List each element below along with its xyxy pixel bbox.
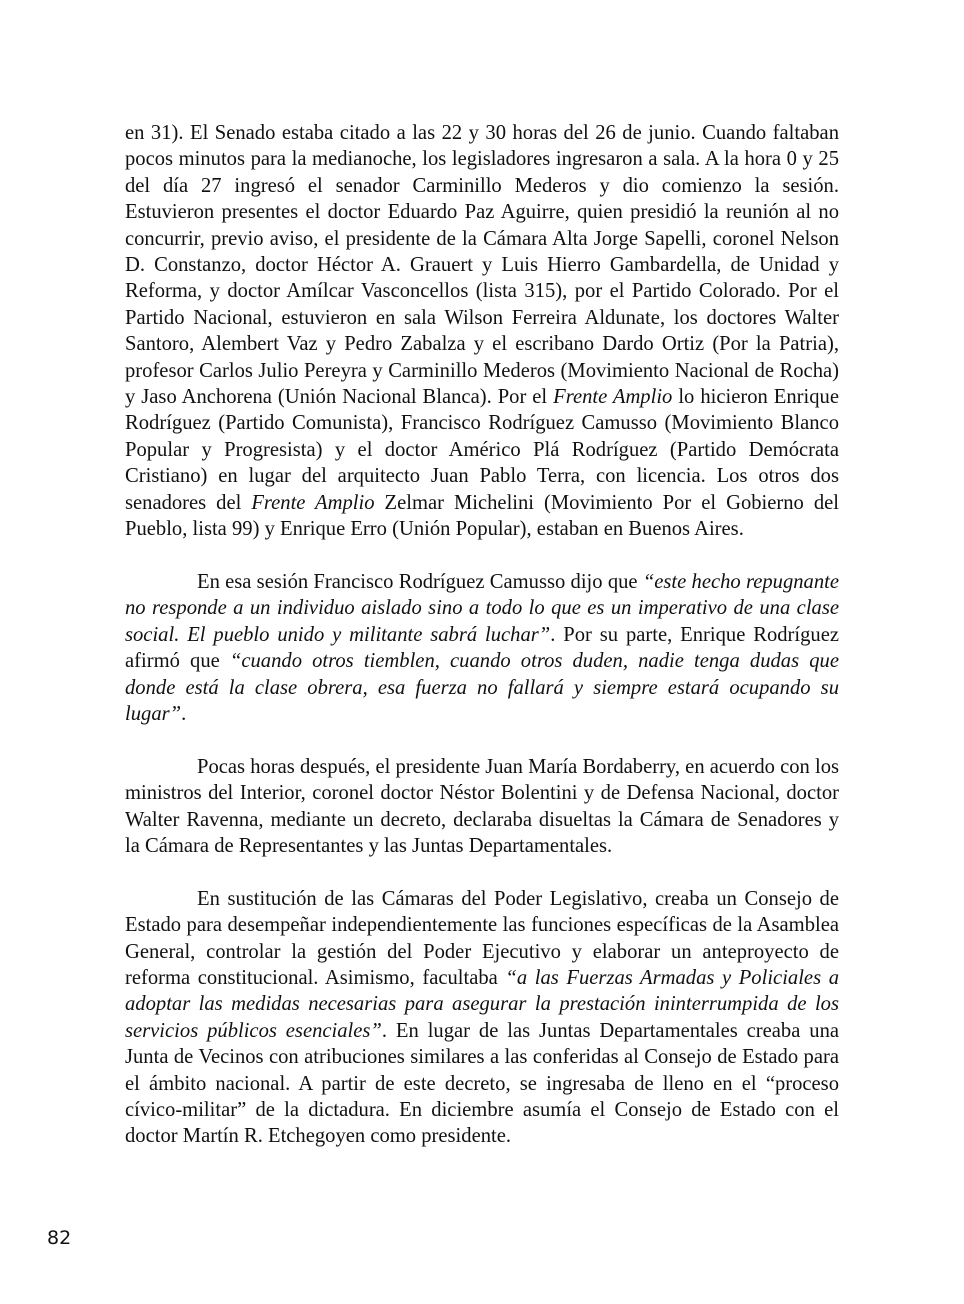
paragraph-4 [125, 886, 839, 1150]
text-run: en 31). El Senado estaba citado a las 22 y 30 horas del 26 de junio. Cuando faltaban pocos minutos para la medianoche, los legisladores ingresaron a sala. A la hora 0 y 25 del día 27 ingresó el senador Carminillo Mederos y dio comienzo la sesión. Estuvieron presentes el doctor Eduardo Paz Aguirre, quien presidió la reunión al no concurrir, previo aviso, el presidente de la Cámara Alta Jorge Sapelli, coronel Nelson D. Constanzo, doctor Héctor A. Grauert y Luis Hierro Gambardella, de Unidad y Reforma, y doctor Amílcar Vasconcellos (lista 315), por el Partido Colorado. Por el Partido Nacional, estuvieron en sala Wilson Ferreira Aldunate, los doctores Walter Santoro, Alembert Vaz y Pedro Zabalza y el escribano Dardo Ortiz (Por la Patria), profesor Carlos Julio Pereyra y Carminillo Mederos (Movimiento Nacional de Rocha) y Jaso Anchorena (Unión Nacional Blanca). Por el [125, 122, 839, 409]
quote-run: “cuando otros tiemblen, cuando otros duden, nadie tenga dudas que donde está la clase obrera, esa fuerza no fallará y siempre estará ocupando su lugar” [125, 650, 839, 725]
text-run: . Por su parte, Enrique Rodríguez afirmó que [125, 623, 839, 673]
text-run: Pocas horas después, el presidente Juan María Bordaberry, en acuerdo con los ministros del Interior, coronel doctor Néstor Bolentini y de Defensa Nacional, doctor Walter Ravenna, mediante un decreto, declaraba disueltas la Cámara de Senadores y la Cámara de Representantes y las Juntas Departamentales. [125, 755, 840, 857]
italic-run: Frente Amplio [251, 491, 375, 514]
page-number: 82 [47, 1227, 72, 1249]
text-run: En esa sesión Francisco Rodríguez Camusso dijo que [197, 570, 643, 593]
text-run: . [181, 702, 187, 725]
quote-run: “a las Fuerzas Armadas y Policiales a adoptar las medidas necesarias para asegurar la prestación ininterrumpida de los servicios públicos esenciales” [125, 966, 839, 1042]
text-run: Zelmar Michelini (Movimiento Por el Gobierno del Pueblo, lista 99) y Enrique Erro (Unión Popular), estaban en Buenos Aires. [125, 491, 839, 541]
italic-run: Frente Amplio [553, 386, 673, 409]
paragraph-3 [125, 754, 839, 860]
quote-run: “este hecho repugnante no responde a un individuo aislado sino a todo lo que es un imperativo de una clase social. El pueblo unido y militante sabrá luchar” [125, 570, 839, 646]
text-run: . En lugar de las Juntas Departamentales creaba una Junta de Vecinos con atribuciones similares a las conferidas al Consejo de Estado para el ámbito nacional. A partir de este decreto, se ingresaba de lleno en el “proceso cívico-militar” de la dictadura. En diciembre asumía el Consejo de Estado con el doctor Martín R. Etchegoyen como presidente. [125, 1019, 840, 1148]
text-run: En sustitución de las Cámaras del Poder Legislativo, creaba un Consejo de Estado para desempeñar independientemente las funciones específicas de la Asamblea General, controlar la gestión del Poder Ejecutivo y elaborar un anteproyecto de reforma constitucional. Asimismo, facultaba [125, 887, 839, 989]
body-text [125, 120, 839, 1176]
paragraph-2 [125, 569, 839, 727]
text-run: lo hicieron Enrique Rodríguez (Partido Comunista), Francisco Rodríguez Camusso (Movimiento Blanco Popular y Progresista) y el doctor Américo Plá Rodríguez (Partido Demócrata Cristiano) en lugar del arquitecto Juan Pablo Terra, con licencia. Los otros dos senadores del [125, 386, 839, 514]
paragraph-1 [125, 120, 839, 543]
